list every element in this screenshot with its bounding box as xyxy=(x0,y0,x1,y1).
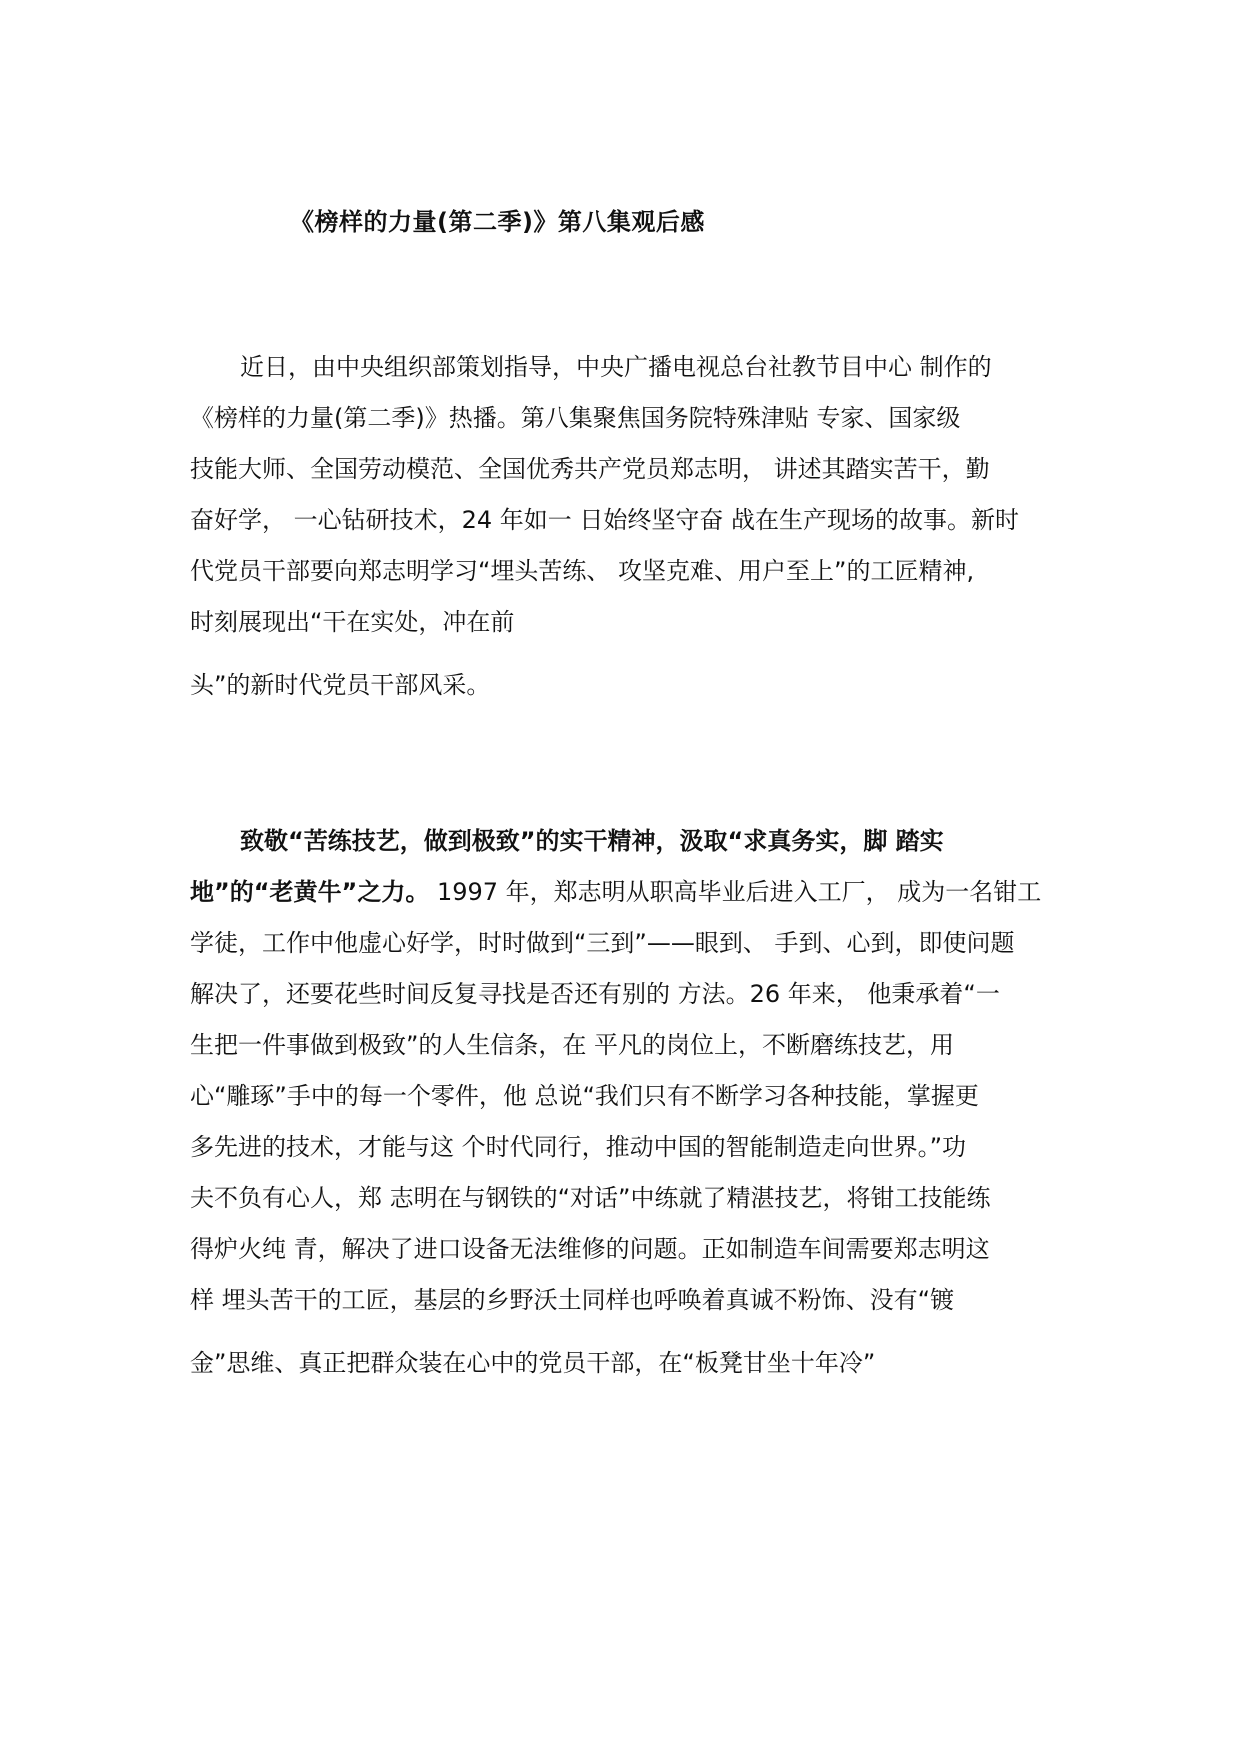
paragraph1-line-4: 奋好学， 一心钻研技术，24 年如一 日始终坚守奋 战在生产现场的故事。新时 xyxy=(190,506,1020,534)
paragraph2-line-6: 多先进的技术，才能与这 个时代同行，推动中国的智能制造走向世界。”功 xyxy=(190,1133,967,1161)
paragraph2-line-9: 样 埋头苦干的工匠，基层的乡野沃土同样也呼唤着真诚不粉饰、没有“镀 xyxy=(190,1286,955,1314)
paragraph1-line-1: 近日，由中央组织部策划指导，中央广播电视总台社教节目中心 制作的 xyxy=(240,353,992,381)
paragraph2-line-2: 学徒，工作中他虚心好学，时时做到“三到”——眼到、 手到、心到，即使问题 xyxy=(190,929,1015,957)
paragraph2-heading-end: 地”的“老黄牛”之力。 xyxy=(190,878,430,906)
paragraph2-line-1-text: 1997 年，郑志明从职高毕业后进入工厂， 成为一名钳工 xyxy=(429,878,1042,906)
paragraph2-tail: 金”思维、真正把群众装在心中的党员干部，在“板凳甘坐十年冷” xyxy=(190,1349,876,1377)
paragraph2-line-4: 生把一件事做到极致”的人生信条，在 平凡的岗位上，不断磨练技艺，用 xyxy=(190,1031,955,1059)
paragraph2-line-1 xyxy=(190,877,1041,907)
paragraph1-line-3: 技能大师、全国劳动模范、全国优秀共产党员郑志明， 讲述其踏实苦干，勤 xyxy=(190,455,990,483)
document-title: 《榜样的力量(第二季)》第八集观后感 xyxy=(290,208,705,236)
paragraph1-line-5: 代党员干部要向郑志明学习“埋头苦练、 攻坚克难、用户至上”的工匠精神, xyxy=(190,557,975,585)
paragraph2-line-5: 心“雕琢”手中的每一个零件，他 总说“我们只有不断学习各种技能，掌握更 xyxy=(190,1082,979,1110)
paragraph1-line-2: 《榜样的力量(第二季)》热播。第八集聚焦国务院特殊津贴 专家、国家级 xyxy=(190,404,961,432)
paragraph1-tail: 头”的新时代党员干部风采。 xyxy=(190,671,491,699)
paragraph1-line-6: 时刻展现出“干在实处，冲在前 xyxy=(190,608,515,636)
paragraph2-line-3: 解决了，还要花些时间反复寻找是否还有别的 方法。26 年来， 他秉承着“一 xyxy=(190,980,1000,1008)
paragraph2-line-7: 夫不负有心人，郑 志明在与钢铁的“对话”中练就了精湛技艺，将钳工技能练 xyxy=(190,1184,991,1212)
paragraph2-line-8: 得炉火纯 青，解决了进口设备无法维修的问题。正如制造车间需要郑志明这 xyxy=(190,1235,990,1263)
paragraph2-heading: 致敬“苦练技艺，做到极致”的实干精神，汲取“求真务实，脚 踏实 xyxy=(240,827,944,855)
